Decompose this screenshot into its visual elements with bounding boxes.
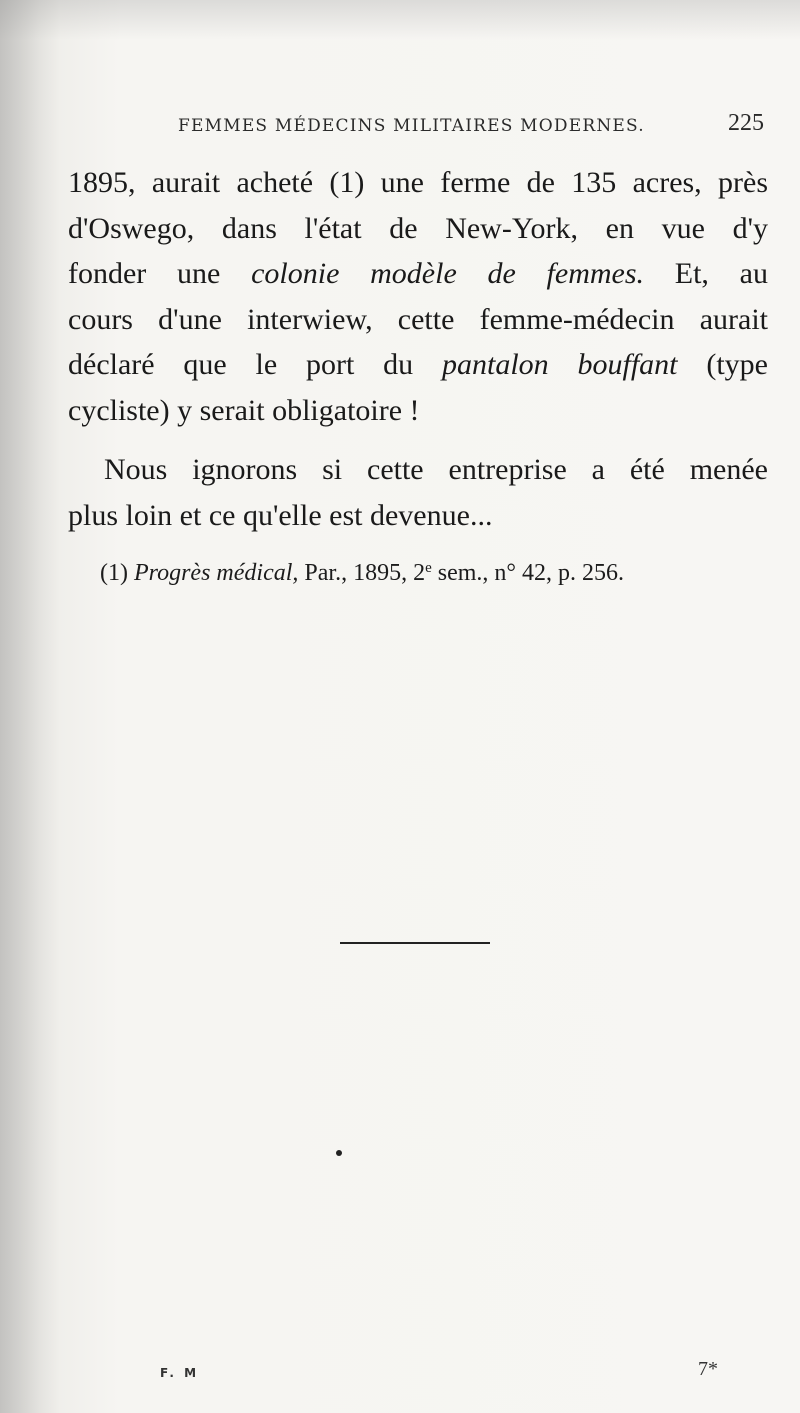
footnote-marker: (1)	[100, 560, 134, 586]
section-end-rule	[340, 942, 490, 944]
italic-phrase: pantalon bouffant	[442, 348, 678, 381]
running-title: FEMMES MÉDECINS MILITAIRES MODERNES.	[178, 116, 645, 136]
page-edge-shadow	[0, 0, 60, 1413]
footnote-journal: Progrès médical,	[133, 560, 299, 586]
text-line	[68, 342, 768, 388]
text-segment: Et, au	[644, 257, 768, 290]
text-line: cours d'une interwiew, cette femme-médecin aurait	[68, 302, 768, 336]
text-line: plus loin et ce qu'elle est devenue...	[68, 498, 493, 532]
text-line: 1895, aurait acheté (1) une ferme de 135 acres, près	[68, 166, 768, 199]
text-line	[68, 251, 768, 297]
printer-signature: F. M	[160, 1366, 200, 1380]
text-line: cycliste) y serait obligatoire !	[68, 393, 420, 427]
text-segment: (type	[677, 348, 768, 381]
italic-phrase: colonie modèle de femmes.	[251, 257, 645, 290]
page-number: 225	[728, 110, 764, 136]
ink-dot	[336, 1150, 342, 1156]
text-segment: fonder une	[68, 257, 252, 290]
footnote-superscript: e	[425, 560, 432, 576]
body-text	[68, 160, 768, 538]
sheet-mark: 7*	[698, 1358, 718, 1380]
footnote-text: sem., n° 42, p. 256.	[431, 560, 625, 586]
paragraph-1	[68, 160, 768, 433]
text-line: Nous ignorons si cette entreprise a été menée	[104, 453, 768, 486]
footnote-text: Par., 1895, 2	[298, 560, 426, 586]
text-line: d'Oswego, dans l'état de New-York, en vue d'y	[68, 211, 768, 245]
footnote	[100, 560, 624, 587]
page-top-shadow	[0, 0, 800, 40]
paragraph-2	[68, 447, 768, 538]
text-segment: déclaré que le port du	[68, 348, 443, 381]
